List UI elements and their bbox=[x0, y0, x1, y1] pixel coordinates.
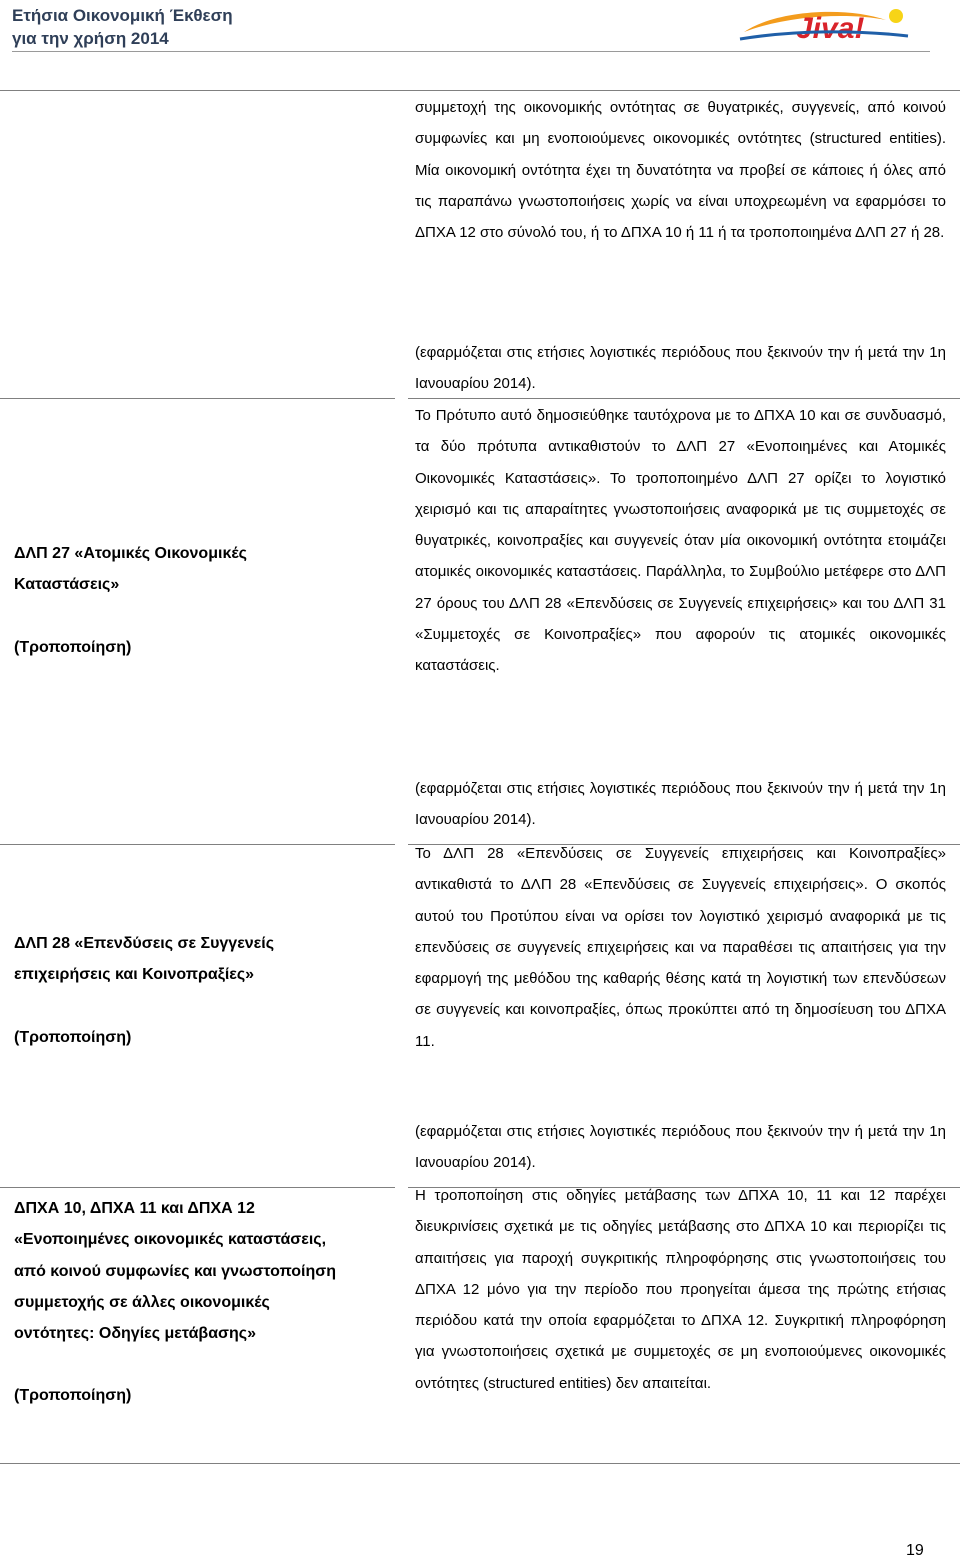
ifrs-transition-effective-date: (εφαρμόζεται στις ετήσιες λογιστικές περιόδους που ξεκινούν την ή μετά την 1η Ιανουαρίου 2014). bbox=[415, 1123, 946, 1172]
intro-description: συμμετοχή της οικονομικής οντότητας σε θυγατρικές, συγγενείς, από κοινού συμφωνίες και μη ενοποιούμενες οικονομικές οντότητες (structured entities). Μία οικονομική οντότητα έχει τη δυνατότητα να προβεί σε κάποιες ή όλες από τις παραπάνω γνωστοποιήσεις χωρίς να είναι υποχρεωμένη να εφαρμόσει το ΔΠΧΑ 12 στο σύνολό του, ή το ΔΠΧΑ 10 ή 11 ή τα τροποποιημένα ΔΛΠ 27 ή 28. bbox=[415, 99, 946, 242]
table-rule-top bbox=[0, 90, 960, 91]
ias27-standard-name: ΔΛΠ 27 «Ατομικές Οικονομικές Καταστάσεις» (Τροποποίηση) bbox=[14, 545, 247, 656]
ias28-description: Το ΔΛΠ 28 «Επενδύσεις σε Συγγενείς επιχειρήσεις και Κοινοπραξίες» αντικαθιστά το ΔΛΠ 28 «Επενδύσεις σε Συγγενείς επιχειρήσεις». Ο σκοπός αυτού του Προτύπου είναι να ορίσει τον λογιστικό χειρισμό αναφορικά με τις επενδύσεις σε συγγενείς επιχειρήσεις και να παραθέσει τις απαιτήσεις για την εφαρμογή της μεθόδου της καθαρής θέσης κατά τη λογιστική των επενδύσεων σε συγγενείς και κοινοπραξίες, όπως προκύπτει από τη δημοσίευση του ΔΠΧΑ 11. bbox=[415, 845, 946, 1050]
ias28-standard-name: ΔΛΠ 28 «Επενδύσεις σε Συγγενείς επιχειρήσεις και Κοινοπραξίες» (Τροποποίηση) bbox=[14, 935, 275, 1046]
ias28-effective-date: (εφαρμόζεται στις ετήσιες λογιστικές περιόδους που ξεκινούν την ή μετά την 1η Ιανουαρίου 2014). bbox=[415, 780, 946, 829]
ias27-description: Το Πρότυπο αυτό δημοσιεύθηκε ταυτόχρονα με το ΔΠΧΑ 10 και σε συνδυασμό, τα δύο πρότυπα αντικαθιστούν το ΔΛΠ 27 «Ενοποιημένες και Ατομικές Οικονομικές Καταστάσεις». Το τροποποιημένο ΔΛΠ 27 ορίζει το λογιστικό χειρισμό και τις απαραίτητες γνωστοποιήσεις αναφορικά με τις συμμετοχές σε θυγατρικές, κοινοπραξίες και συγγενείς όταν μία οικονομική οντότητα ετοιμάζει ατομικές οικονομικές καταστάσεις. Παράλληλα, το Συμβούλιο μετέφερε στο ΔΛΠ 27 όρους του ΔΛΠ 28 «Επενδύσεις σε Συγγενείς επιχειρήσεις» και του ΔΛΠ 31 «Συμμετοχές σε Κοινοπραξίες» που αφορούν τις ατομικές οικονομικές καταστάσεις. bbox=[415, 407, 946, 675]
table-rule-left-2 bbox=[0, 844, 395, 845]
report-title bbox=[12, 4, 233, 50]
jiva-logo bbox=[736, 6, 914, 42]
table-rule-bottom bbox=[0, 1463, 960, 1464]
ifrs-transition-standard-name: ΔΠΧΑ 10, ΔΠΧΑ 11 και ΔΠΧΑ 12 «Ενοποιημένες οικονομικές καταστάσεις, από κοινού συμφωνίες και γνωστοποίηση συμμετοχής σε άλλες οικονομικές οντότητες: Οδηγίες μετάβασης» (Τροποποίηση) bbox=[14, 1200, 336, 1405]
ifrs-transition-description: Η τροποποίηση στις οδηγίες μετάβασης των ΔΠΧΑ 10, 11 και 12 παρέχει διευκρινίσεις σχετικά με τις οδηγίες μετάβασης στο ΔΠΧΑ 10 και περιορίζει τις απαιτήσεις για παροχή συγκριτικής πληροφόρησης στις γνωστοποιήσεις του ΔΠΧΑ 12 μόνο για την περίοδο που προηγείται άμεσα της πρώτης ετήσιας περιόδου κατά την οποία εφαρμόζεται το ΔΠΧΑ 12. Συγκριτική πληροφόρηση για γνωστοποιήσεις σχετικά με συμμετοχές σε μη ενοποιούμενες οικονομικές οντότητες (structured entities) δεν απαιτείται. bbox=[415, 1187, 946, 1392]
logo-wordmark: Jiva! bbox=[796, 12, 865, 42]
header-rule bbox=[12, 51, 930, 52]
page-number: 19 bbox=[906, 1542, 924, 1559]
ias27-effective-date: (εφαρμόζεται στις ετήσιες λογιστικές περιόδους που ξεκινούν την ή μετά την 1η Ιανουαρίου 2014). bbox=[415, 344, 946, 393]
table-rule-left-3 bbox=[0, 1187, 395, 1188]
table-rule-left-1 bbox=[0, 398, 395, 399]
report-title-line1: Ετήσια Οικονομική Έκθεση bbox=[12, 6, 233, 25]
report-title-line2: για την χρήση 2014 bbox=[12, 29, 169, 48]
